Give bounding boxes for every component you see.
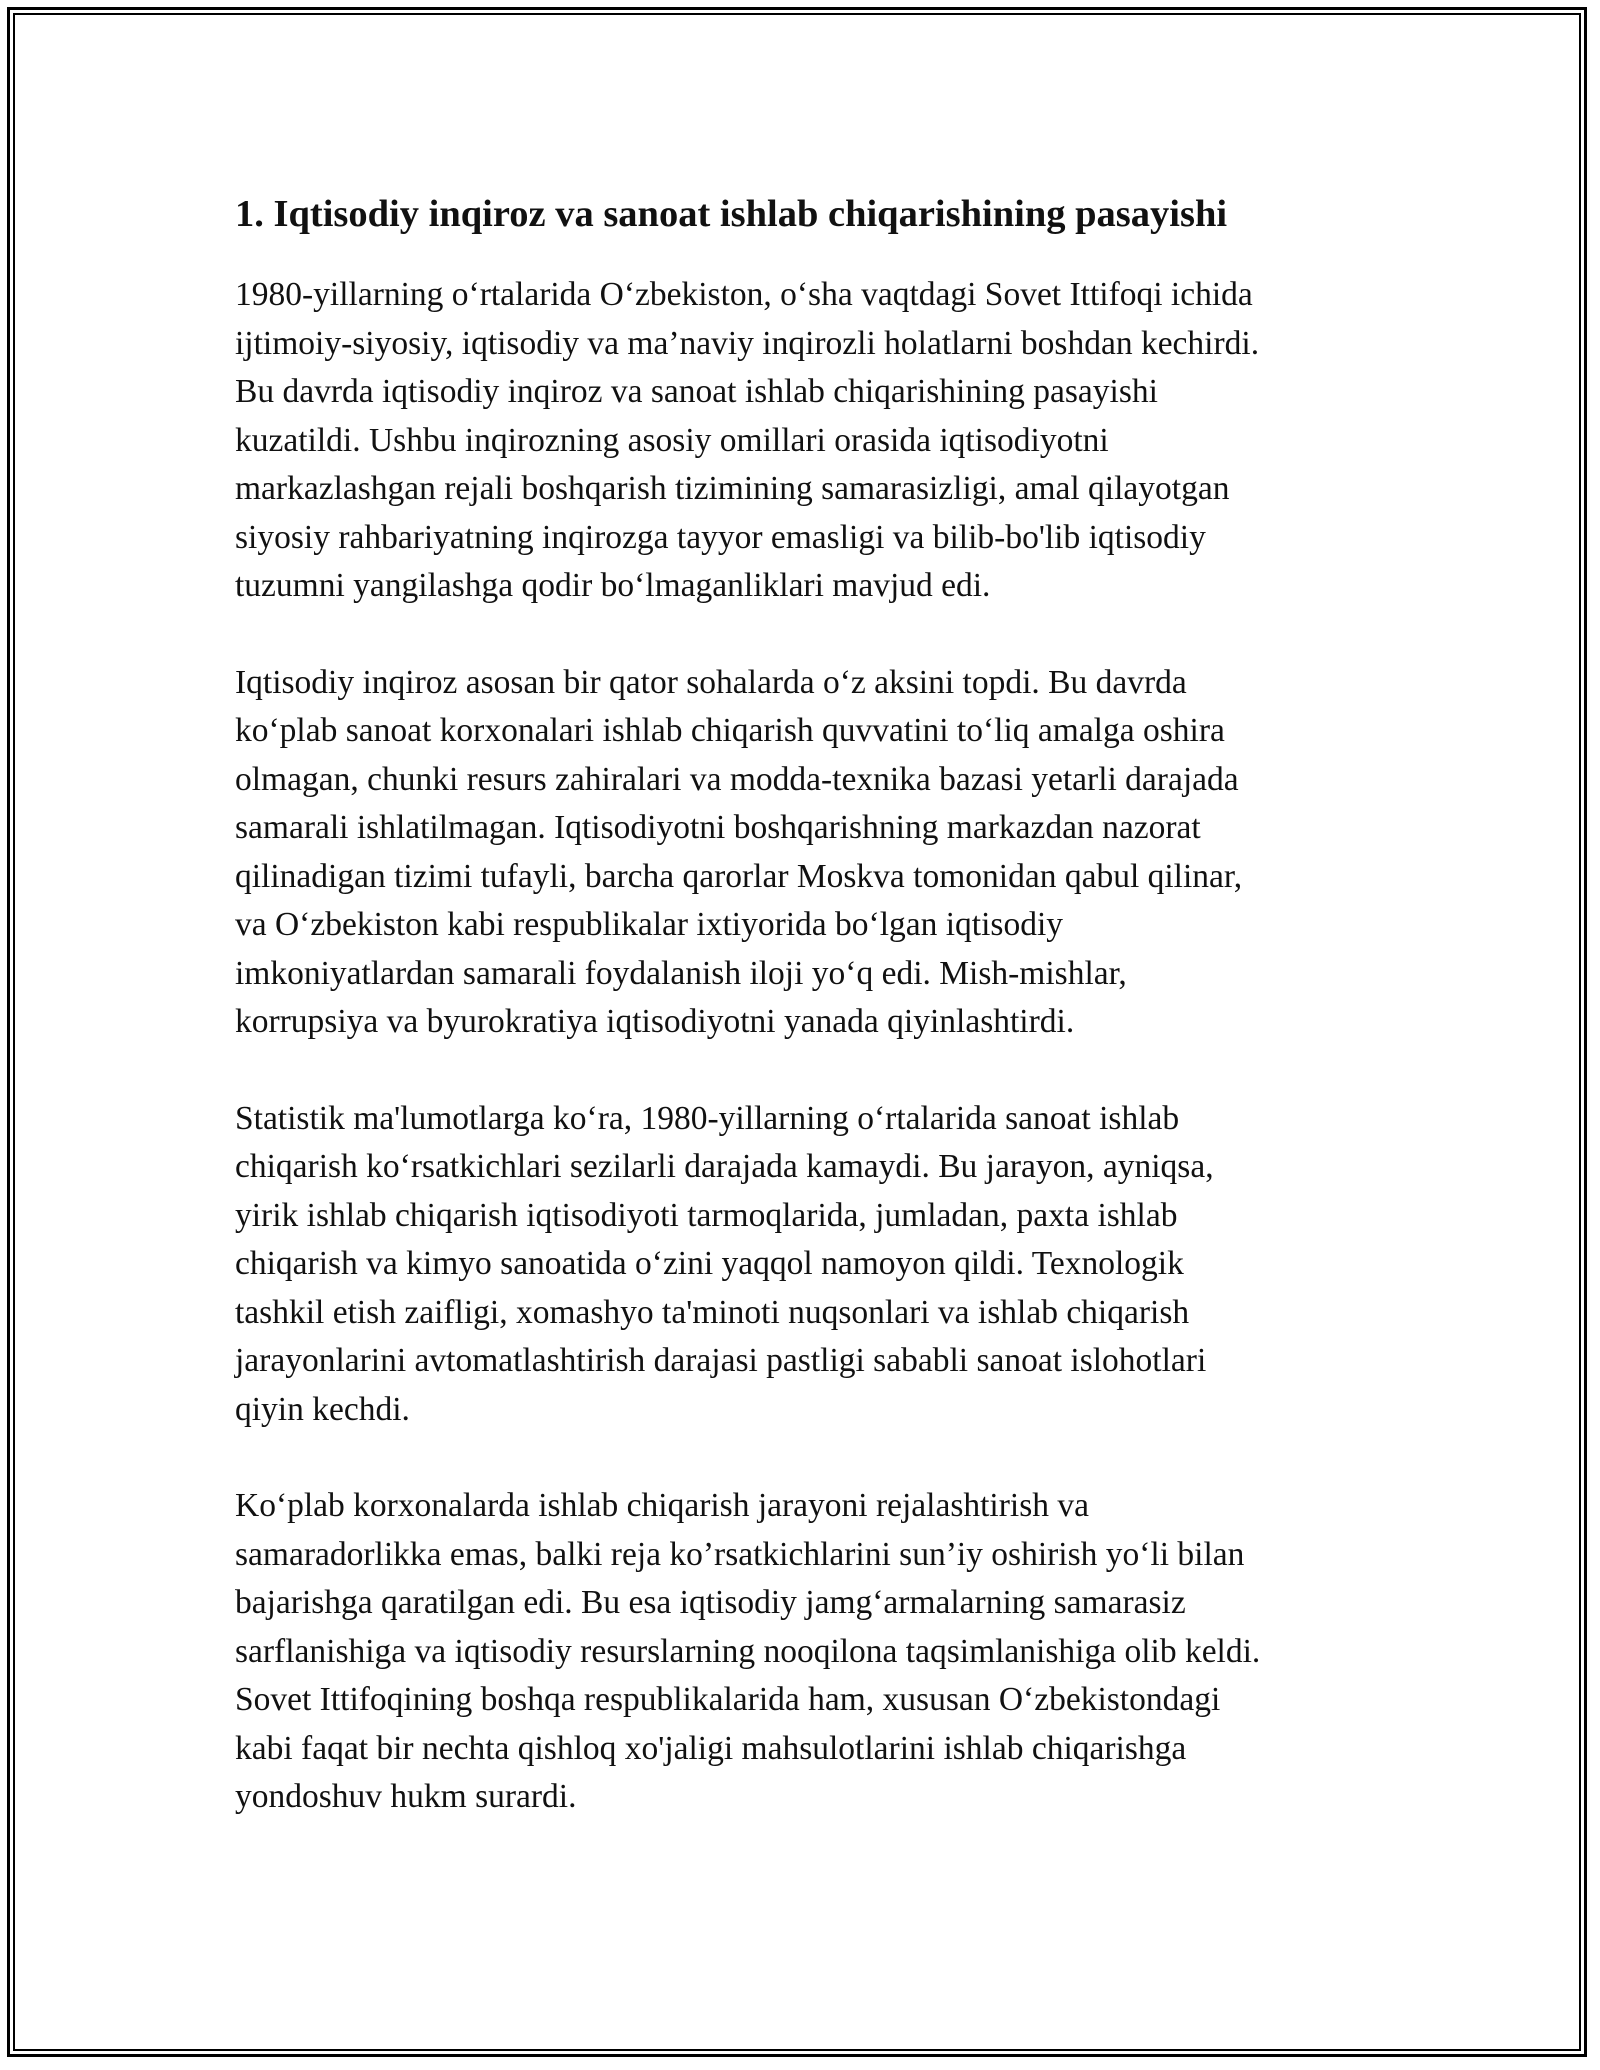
text-line: tashkil etish zaifligi, xomashyo ta'minoti nuqsonlari va ishlab chiqarish [235,1293,1190,1331]
text-line: kabi faqat bir nechta qishloq xo'jaligi mahsulotlarini ishlab chiqarishga [235,1729,1187,1767]
text-line: yirik ishlab chiqarish iqtisodiyoti tarmoqlarida, jumladan, paxta ishlab [235,1196,1178,1234]
text-line: Iqtisodiy inqiroz asosan bir qator sohalarda oʻz aksini topdi. Bu davrda [235,663,1187,701]
text-line: Koʻplab korxonalarda ishlab chiqarish jarayoni rejalashtirish va [235,1487,1089,1524]
section-heading: 1. Iqtisodiy inqiroz va sanoat ishlab chiqarishining pasayishi [235,193,1228,235]
text-line: jarayonlarini avtomatlashtirish darajasi pastligi sababli sanoat islohotlari [235,1342,1207,1379]
text-line: yondoshuv hukm surardi. [235,1778,577,1815]
text-line: korrupsiya va byurokratiya iqtisodiyotni yanada qiyinlashtirdi. [235,1003,1075,1040]
text-line: tuzumni yangilashga qodir boʻlmaganliklari mavjud edi. [235,567,991,604]
text-line: samaradorlikka emas, balki reja ko’rsatkichlarini sun’iy oshirish yoʻli bilan [235,1535,1245,1573]
paragraph-1 [235,271,1375,611]
text-line: olmagan, chunki resurs zahiralari va modda-texnika bazasi yetarli darajada [235,760,1239,798]
paragraph-3 [235,1095,1375,1435]
paragraph-4 [235,1482,1375,1822]
text-line: markazlashgan rejali boshqarish tizimining samarasizligi, amal qilayotgan [235,470,1230,507]
text-line: koʻplab sanoat korxonalari ishlab chiqarish quvvatini toʻliq amalga oshira [235,712,1225,749]
document-body [235,185,1375,1870]
text-line: chiqarish va kimyo sanoatida oʻzini yaqqol namoyon qildi. Texnologik [235,1245,1184,1282]
text-line: qilinadigan tizimi tufayli, barcha qarorlar Moskva tomonidan qabul qilinar, [235,857,1243,895]
text-line: chiqarish koʻrsatkichlari sezilarli darajada kamaydi. Bu jarayon, ayniqsa, [235,1148,1214,1185]
text-line: ijtimoiy-siyosiy, iqtisodiy va ma’naviy inqirozli holatlarni boshdan kechirdi. [235,324,1260,362]
text-line: kuzatildi. Ushbu inqirozning asosiy omillari orasida iqtisodiyotni [235,421,1109,459]
text-line: qiyin kechdi. [235,1390,410,1428]
text-line: 1980-yillarning oʻrtalarida Oʻzbekiston, oʻsha vaqtdagi Sovet Ittifoqi ichida [235,276,1253,313]
text-line: Bu davrda iqtisodiy inqiroz va sanoat ishlab chiqarishining pasayishi [235,373,1158,410]
paragraph-2 [235,659,1375,1047]
text-line: siyosiy rahbariyatning inqirozga tayyor emasligi va bilib-bo'lib iqtisodiy [235,518,1206,556]
text-line: Sovet Ittifoqining boshqa respublikalarida ham, xususan Oʻzbekistondagi [235,1681,1221,1718]
text-line: sarflanishiga va iqtisodiy resurslarning nooqilona taqsimlanishiga olib keldi. [235,1632,1261,1670]
text-line: samarali ishlatilmagan. Iqtisodiyotni boshqarishning markazdan nazorat [235,809,1201,846]
text-line: imkoniyatlardan samarali foydalanish iloji yoʻq edi. Mish-mishlar, [235,954,1127,992]
text-line: va Oʻzbekiston kabi respublikalar ixtiyorida boʻlgan iqtisodiy [235,906,1064,943]
text-line: Statistik ma'lumotlarga koʻra, 1980-yillarning oʻrtalarida sanoat ishlab [235,1099,1180,1137]
text-line: bajarishga qaratilgan edi. Bu esa iqtisodiy jamgʻarmalarning samarasiz [235,1584,1186,1621]
